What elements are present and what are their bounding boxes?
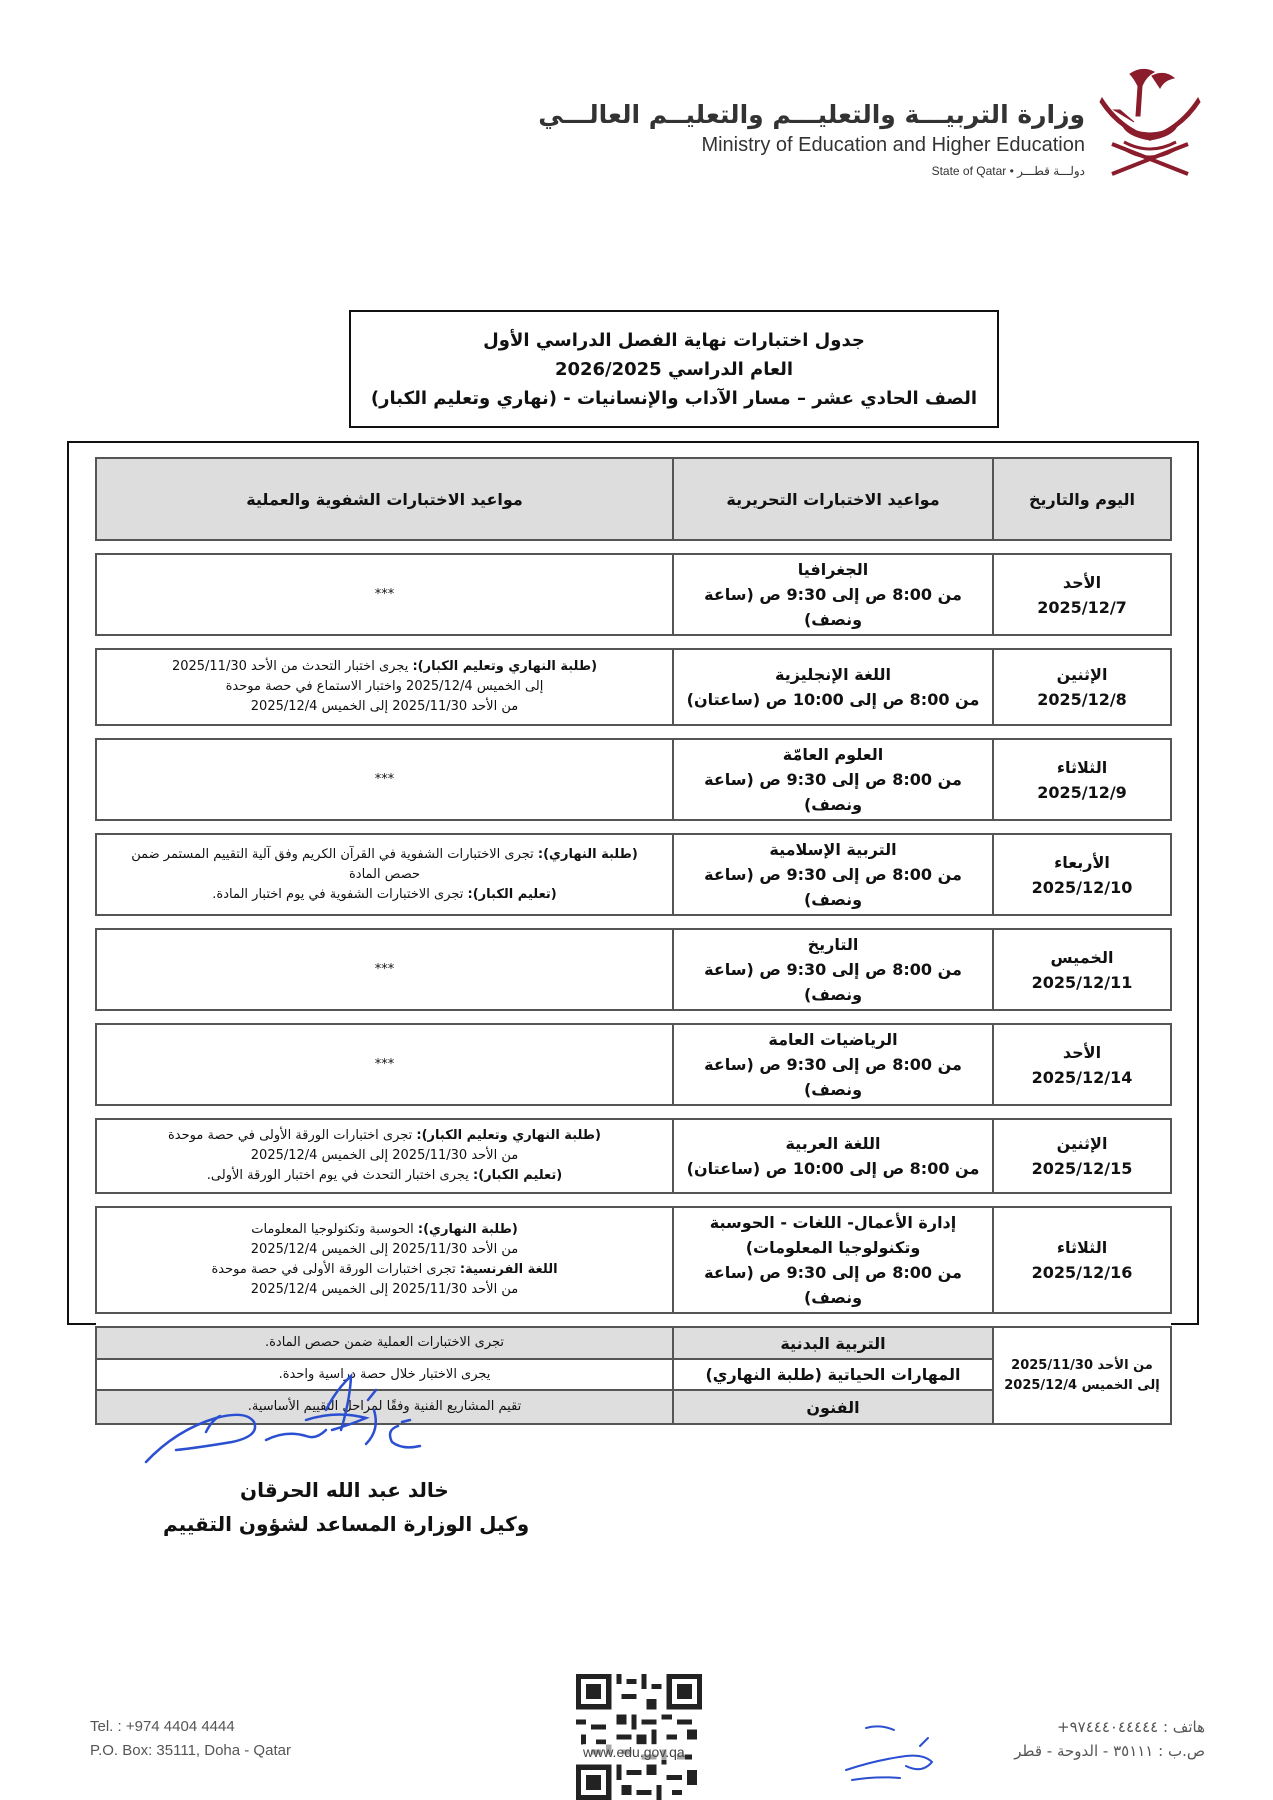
subject: الرياضيات العامة (768, 1030, 898, 1049)
website-url: www.edu.gov.qa (583, 1744, 685, 1760)
subject: التاريخ (807, 935, 859, 954)
table-header-row (96, 458, 1171, 540)
day-cell (993, 1024, 1171, 1105)
header-written: مواعيد الاختبارات التحريرية (673, 458, 993, 540)
footer-contact-arabic (1014, 1715, 1205, 1763)
subject: اللغة الإنجليزية (775, 665, 891, 684)
written-cell (673, 929, 993, 1010)
oral-text: يجرى اختبار التحدث في يوم اختبار الورقة الأولى. (206, 1168, 474, 1183)
oral-text: حصص المادة (348, 866, 421, 882)
oral-cell (96, 649, 673, 725)
table-row (96, 1119, 1171, 1193)
oral-text: من الأحد 2025/11/30 إلى الخميس 2025/12/4 (250, 1242, 519, 1257)
oral-group-label: (طلبة النهاري): (537, 846, 638, 862)
written-cell (673, 834, 993, 915)
initials-stamp-icon (836, 1716, 956, 1796)
day-date: 2025/12/7 (1037, 597, 1127, 617)
ministry-name-arabic: وزارة التربيـــة والتعليـــم والتعليــم العالـــي (538, 100, 1085, 129)
day-date: 2025/12/15 (1031, 1159, 1133, 1178)
day-cell (993, 649, 1171, 725)
schedule-title-box (349, 310, 999, 428)
po-box-english: P.O. Box: 35111, Doha - Qatar (90, 1742, 291, 1759)
day-cell (993, 929, 1171, 1010)
day-cell (993, 554, 1171, 635)
subject-cell: المهارات الحياتية (طلبة النهاري) (673, 1359, 993, 1390)
table-row (96, 554, 1171, 635)
subject: اللغة العربية (785, 1134, 881, 1153)
subject: وتكنولوجيا المعلومات) (745, 1238, 921, 1257)
day-name: الإثنين (1056, 1134, 1108, 1153)
day-date: 2025/12/16 (1031, 1263, 1133, 1282)
oral-text: تجرى اختبارات الورقة الأولى في حصة موحدة (211, 1262, 460, 1277)
oral-text: تجرى الاختبارات الشفوية في القرآن الكريم وفق آلية التقييم المستمر ضمن (131, 846, 538, 862)
subject: إدارة الأعمال- اللغات - الحوسبة (709, 1213, 957, 1232)
exam-time: من 8:00 ص إلى 10:00 ص (ساعتان) (686, 1159, 980, 1178)
oral-cell: *** (96, 929, 673, 1010)
day-date: 2025/12/8 (1037, 690, 1127, 709)
day-cell (993, 834, 1171, 915)
title-line-3: الصف الحادي عشر – مسار الآداب والإنسانيات - (نهاري وتعليم الكبار) (370, 388, 978, 409)
oral-text: يجرى اختبار التحدث من الأحد 2025/11/30 (171, 659, 413, 674)
exam-time: من 8:00 ص إلى 9:30 ص (ساعة ونصف) (704, 1055, 962, 1099)
day-cell (993, 739, 1171, 820)
day-name: الإثنين (1056, 665, 1108, 684)
subject: الجغرافيا (797, 560, 869, 579)
day-date: 2025/12/10 (1031, 877, 1133, 897)
date-range-end: إلى الخميس 2025/12/4 (1004, 1377, 1160, 1393)
phone-english: Tel. : +974 4404 4444 (90, 1718, 235, 1735)
ministry-name-english: Ministry of Education and Higher Education (701, 134, 1085, 156)
day-cell (993, 1327, 1171, 1424)
po-box-arabic: ص.ب : ٣٥١١١ - الدوحة - قطر (1014, 1742, 1205, 1760)
oral-text: إلى الخميس 2025/12/4 واختبار الاستماع في حصة موحدة (225, 679, 544, 694)
signatory-name: خالد عبد الله الحرقان (240, 1478, 449, 1502)
state-of-qatar: State of Qatar • دولـــة قطـــر (931, 164, 1085, 178)
oral-text: من الأحد 2025/11/30 إلى الخميس 2025/12/4 (250, 699, 519, 714)
written-cell (673, 649, 993, 725)
written-cell (673, 1024, 993, 1105)
oral-cell (96, 1119, 673, 1193)
subject-cell: الفنون (673, 1390, 993, 1424)
day-date: 2025/12/11 (1031, 972, 1133, 992)
oral-group-label: (طلبة النهاري): (417, 1222, 518, 1237)
oral-text: تجرى اختبارات الورقة الأولى في حصة موحدة (168, 1128, 417, 1143)
day-cell (993, 1207, 1171, 1313)
phone-arabic: هاتف : ٩٧٤٤٤٠٤٤٤٤٤+ (1057, 1718, 1205, 1736)
exam-time: من 8:00 ص إلى 10:00 ص (ساعتان) (686, 690, 980, 709)
oral-group-label: اللغة الفرنسية: (459, 1262, 558, 1277)
exam-time: من 8:00 ص إلى 9:30 ص (ساعة ونصف) (704, 865, 962, 909)
written-cell (673, 1207, 993, 1313)
oral-group-label: (تعليم الكبار): (473, 1168, 563, 1183)
written-cell (673, 1119, 993, 1193)
exam-time: من 8:00 ص إلى 9:30 ص (ساعة ونصف) (704, 960, 962, 1004)
oral-cell (96, 834, 673, 915)
day-name: الخميس (1050, 947, 1114, 967)
oral-cell: *** (96, 554, 673, 635)
subject: التربية الإسلامية (769, 840, 897, 859)
oral-cell (96, 1207, 673, 1313)
oral-cell: *** (96, 1024, 673, 1105)
note-cell: يجرى الاختبار خلال حصة دراسية واحدة. (96, 1359, 673, 1390)
exam-schedule-table (95, 457, 1172, 1425)
oral-text: تجرى الاختبارات الشفوية في يوم اختبار المادة. (212, 886, 468, 902)
footer-contact-english (90, 1715, 291, 1763)
oral-text: الحوسبة وتكنولوجيا المعلومات (251, 1222, 418, 1237)
title-line-2: العام الدراسي 2026/2025 (554, 359, 794, 380)
subject-cell: التربية البدنية (673, 1327, 993, 1359)
oral-group-label: (طلبة النهاري وتعليم الكبار): (416, 1128, 601, 1143)
oral-cell: *** (96, 739, 673, 820)
written-cell (673, 554, 993, 635)
note-cell: تجرى الاختبارات العملية ضمن حصص المادة. (96, 1327, 673, 1359)
exam-time: من 8:00 ص إلى 9:30 ص (ساعة ونصف) (704, 770, 962, 814)
header-day: اليوم والتاريخ (993, 458, 1171, 540)
table-row (96, 649, 1171, 725)
date-range-start: من الأحد 2025/11/30 (1011, 1357, 1153, 1373)
exam-time: من 8:00 ص إلى 9:30 ص (ساعة ونصف) (704, 1263, 962, 1307)
table-row (96, 929, 1171, 1010)
day-date: 2025/12/9 (1037, 782, 1127, 802)
day-name: الثلاثاء (1056, 757, 1108, 777)
subject: العلوم العامّة (782, 745, 884, 764)
day-name: الأربعاء (1054, 852, 1110, 872)
table-row (96, 1207, 1171, 1313)
table-row (96, 1327, 1171, 1359)
table-row (96, 1024, 1171, 1105)
day-name: الثلاثاء (1056, 1238, 1108, 1257)
signatory-title: وكيل الوزارة المساعد لشؤون التقييم (163, 1512, 530, 1536)
oral-group-label: (طلبة النهاري وتعليم الكبار): (412, 659, 598, 674)
title-line-1: جدول اختبارات نهاية الفصل الدراسي الأول (483, 330, 865, 351)
qr-code-icon (576, 1674, 702, 1800)
day-name: الأحد (1062, 572, 1102, 592)
oral-text: من الأحد 2025/11/30 إلى الخميس 2025/12/4 (250, 1148, 519, 1163)
signature-icon (136, 1370, 466, 1480)
day-cell (993, 1119, 1171, 1193)
day-name: الأحد (1062, 1042, 1102, 1062)
table-row (96, 739, 1171, 820)
oral-group-label: (تعليم الكبار): (467, 886, 557, 902)
day-date: 2025/12/14 (1031, 1067, 1133, 1087)
written-cell (673, 739, 993, 820)
header-oral: مواعيد الاختبارات الشفوية والعملية (96, 458, 673, 540)
table-row (96, 834, 1171, 915)
oral-text: من الأحد 2025/11/30 إلى الخميس 2025/12/4 (250, 1282, 519, 1297)
exam-time: من 8:00 ص إلى 9:30 ص (ساعة ونصف) (704, 585, 962, 629)
ministry-logo-icon (1090, 66, 1210, 182)
note-cell: تقيم المشاريع الفنية وفقًا لمراحل التقييم الأساسية. (96, 1390, 673, 1424)
